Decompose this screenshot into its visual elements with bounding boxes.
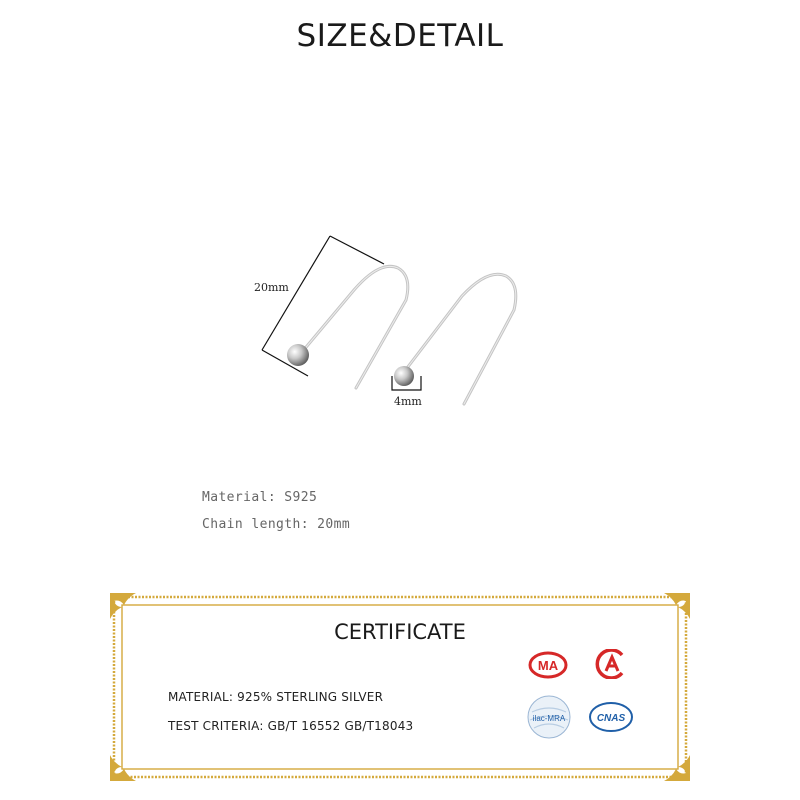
chain-length-spec: Chain length: 20mm bbox=[202, 517, 351, 532]
ilac-mra-logo bbox=[526, 694, 572, 740]
ball-size-label: 4mm bbox=[394, 395, 422, 408]
cal-logo bbox=[592, 649, 632, 679]
length-dimension-line bbox=[262, 236, 384, 376]
cnas-logo bbox=[588, 700, 634, 734]
specs-block bbox=[202, 484, 350, 538]
certificate-material: MATERIAL: 925% STERLING SILVER bbox=[168, 690, 384, 704]
svg-text:CNAS: CNAS bbox=[596, 713, 626, 724]
svg-text:ilac-MRA: ilac-MRA bbox=[532, 714, 566, 723]
right-earring bbox=[394, 274, 516, 404]
certificate-title: CERTIFICATE bbox=[334, 620, 466, 644]
length-label: 20mm bbox=[254, 281, 289, 294]
svg-text:MA: MA bbox=[537, 658, 559, 673]
material-spec: Material: S925 bbox=[202, 490, 318, 505]
page-title: SIZE&DETAIL bbox=[296, 18, 504, 54]
certificate-test-criteria: TEST CRITERIA: GB/T 16552 GB/T18043 bbox=[168, 719, 414, 733]
left-earring bbox=[287, 266, 408, 388]
cma-logo bbox=[528, 651, 568, 679]
